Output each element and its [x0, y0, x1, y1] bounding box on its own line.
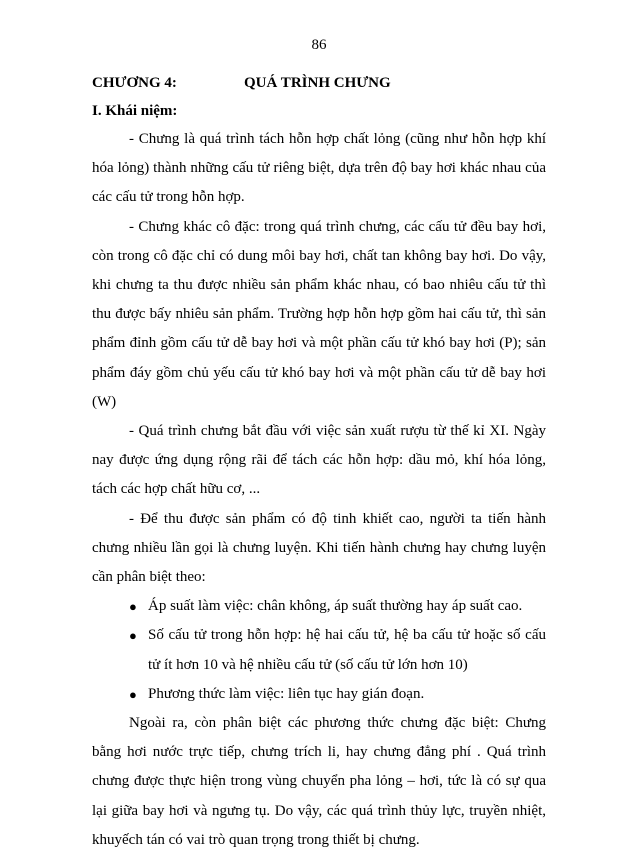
paragraph: - Quá trình chưng bắt đầu với việc sản xuất rượu từ thế kỉ XI. Ngày nay được ứng dụng rộng rãi để tách các hỗn hợp: dầu mỏ, khí hóa lỏng, tách các hợp chất hữu cơ, ...	[92, 423, 546, 498]
bullet-item	[92, 592, 546, 621]
bullet-item	[92, 680, 546, 709]
bullet-item	[92, 621, 546, 679]
bullet-text: Số cấu tử trong hỗn hợp: hệ hai cấu tử, hệ ba cấu tử hoặc số cấu tử ít hơn 10 và hệ nhiều cấu tử (số cấu tử lớn hơn 10)	[148, 627, 546, 673]
bullet-icon: ●	[129, 686, 137, 702]
chapter-heading	[92, 69, 546, 97]
chapter-number: CHƯƠNG 4:	[92, 75, 177, 91]
bullet-icon: ●	[129, 599, 137, 615]
paragraph: Ngoài ra, còn phân biệt các phương thức chưng đặc biệt: Chưng bằng hơi nước trực tiếp, chưng trích li, hay chưng đẳng phí . Quá trình chưng được thực hiện trong vùng chuyển pha lỏng – hơi, tức là có sự qua lại giữa bay hơi và ngưng tụ. Do vậy, các quá trình thủy lực, truyền nhiệt, khuyếch tán có vai trò quan trọng trong thiết bị chưng.	[92, 715, 546, 848]
paragraph: - Chưng là quá trình tách hỗn hợp chất lỏng (cũng như hỗn hợp khí hóa lỏng) thành những cấu tử riêng biệt, dựa trên độ bay hơi khác nhau của các cấu tử trong hỗn hợp.	[92, 131, 546, 206]
bullet-icon: ●	[129, 628, 137, 644]
paragraph: - Để thu được sản phẩm có độ tinh khiết cao, người ta tiến hành chưng nhiều lần gọi là chưng luyện. Khi tiến hành chưng hay chưng luyện cần phân biệt theo:	[92, 510, 546, 586]
bullet-text: Phương thức làm việc: liên tục hay gián đoạn.	[148, 685, 425, 702]
bullet-list	[92, 592, 546, 709]
paragraph: - Chưng khác cô đặc: trong quá trình chưng, các cấu tử đều bay hơi, còn trong cô đặc chỉ có dung môi bay hơi, chất tan không bay hơi. Do vậy, khi chưng ta thu được nhiều sản phẩm khác nhau, có bao nhiêu cấu tử thì thu được bấy nhiêu sản phẩm. Trường hợp hỗn hợp gồm hai cấu tử, thì sản phẩm đỉnh gồm cấu tử dễ bay hơi và một phần cấu tử khó bay hơi (P); sản phẩm đáy gồm chủ yếu cấu tử khó bay hơi và một phần cấu tử dễ bay hơi (W)	[92, 218, 546, 410]
bullet-text: Áp suất làm việc: chân không, áp suất thường hay áp suất cao.	[148, 598, 523, 615]
page-number: 86	[311, 37, 327, 53]
chapter-title: QUÁ TRÌNH CHƯNG	[244, 75, 391, 91]
section-heading: I. Khái niệm:	[92, 103, 178, 119]
page-body	[92, 69, 546, 855]
